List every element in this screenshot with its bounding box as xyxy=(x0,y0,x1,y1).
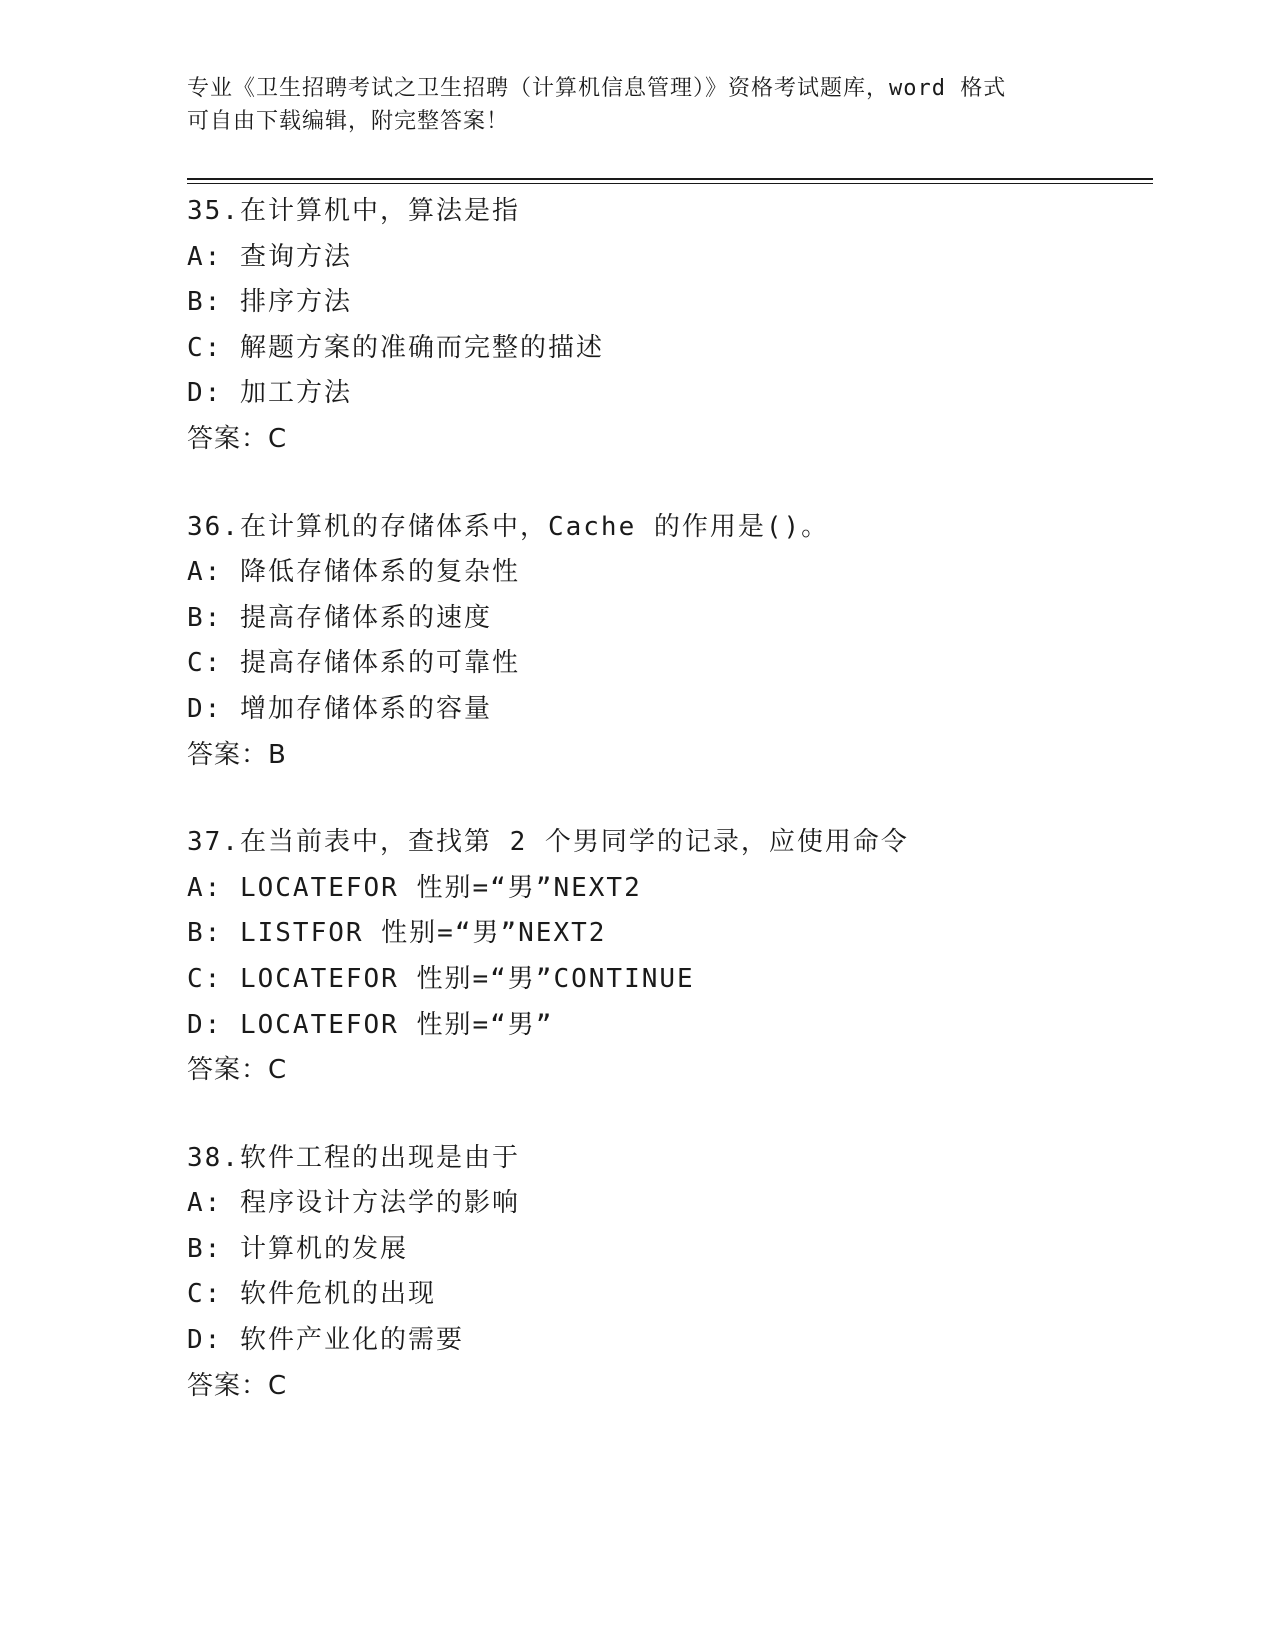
answer-label: 答案：C xyxy=(187,1055,288,1086)
option-c: C: 软件危机的出现 xyxy=(187,1279,436,1310)
question-stem: 35.在计算机中，算法是指 xyxy=(187,196,520,226)
header-divider-thick xyxy=(187,178,1153,180)
option-b: B: 排序方法 xyxy=(187,287,352,318)
option-b: B: 提高存储体系的速度 xyxy=(187,602,492,633)
option-d: D: LOCATEFOR 性别=“男” xyxy=(187,1009,554,1040)
question-35 xyxy=(187,189,1153,463)
question-stem: 36.在计算机的存储体系中，Cache 的作用是()。 xyxy=(187,511,830,542)
header-divider-thin xyxy=(187,183,1153,184)
option-d: D: 加工方法 xyxy=(187,378,352,409)
option-a: A: 降低存储体系的复杂性 xyxy=(187,557,520,588)
option-b: B: LISTFOR 性别=“男”NEXT2 xyxy=(187,918,607,949)
option-c: C: 提高存储体系的可靠性 xyxy=(187,648,520,679)
option-c: C: 解题方案的准确而完整的描述 xyxy=(187,332,604,363)
option-c: C: LOCATEFOR 性别=“男”CONTINUE xyxy=(187,963,695,994)
answer-label: 答案：C xyxy=(187,423,288,454)
option-a: A: 程序设计方法学的影响 xyxy=(187,1188,520,1219)
option-d: D: 增加存储体系的容量 xyxy=(187,693,492,724)
question-stem: 38.软件工程的出现是由于 xyxy=(187,1142,520,1173)
question-37 xyxy=(187,820,1153,1094)
question-list xyxy=(187,189,1153,1451)
question-stem: 37.在当前表中，查找第 2 个男同学的记录，应使用命令 xyxy=(187,827,909,858)
option-b: B: 计算机的发展 xyxy=(187,1233,408,1264)
answer-label: 答案：C xyxy=(187,1370,288,1401)
option-d: D: 软件产业化的需要 xyxy=(187,1325,464,1356)
answer-label: 答案：B xyxy=(187,739,287,770)
question-36 xyxy=(187,505,1153,779)
question-38 xyxy=(187,1136,1153,1410)
document-header xyxy=(187,72,1067,138)
option-a: A: LOCATEFOR 性别=“男”NEXT2 xyxy=(187,872,642,903)
header-line-1: 专业《卫生招聘考试之卫生招聘（计算机信息管理）》资格考试题库，word 格式 xyxy=(187,76,1007,101)
option-a: A: 查询方法 xyxy=(187,241,352,272)
header-line-2: 可自由下载编辑，附完整答案！ xyxy=(187,109,510,134)
